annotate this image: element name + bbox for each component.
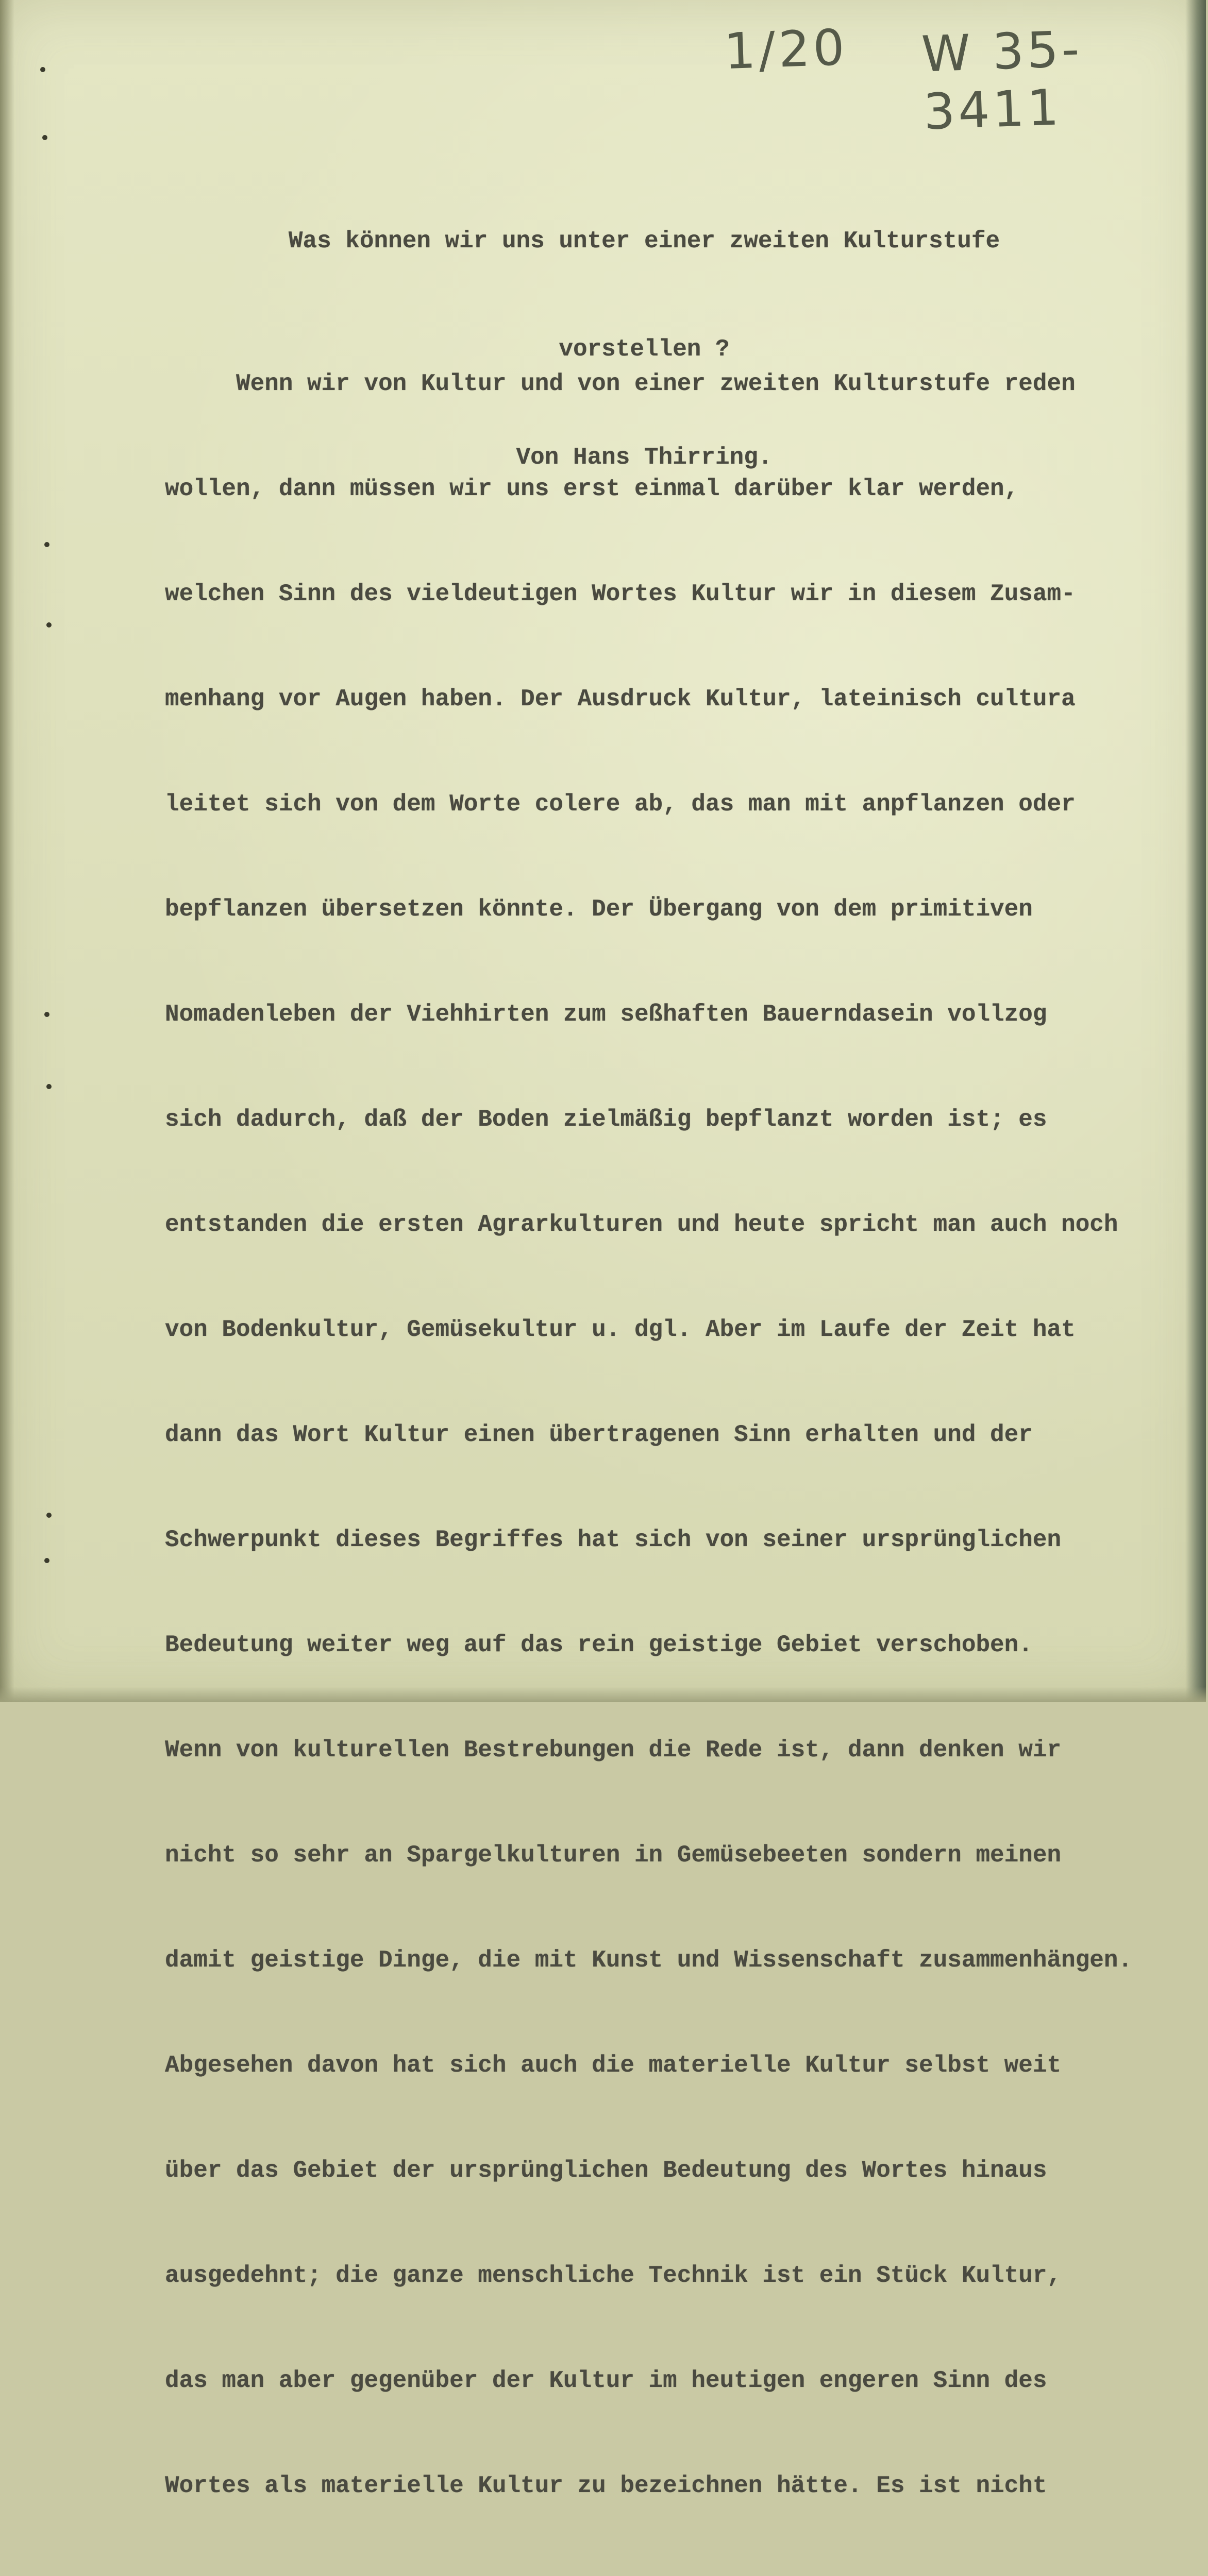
body-line: Schwerpunkt dieses Begriffes hat sich von seiner ursprünglichen [165, 1527, 1062, 1553]
page-shadow-right [1185, 0, 1206, 1702]
body-line [165, 2573, 1175, 2576]
punch-hole [42, 135, 47, 140]
body-line: leitet sich von dem Worte colere ab, das man mit anpflanzen oder [165, 791, 1076, 818]
body-line: menhang vor Augen haben. Der Ausdruck Kultur, lateinisch cultura [165, 686, 1076, 713]
body-line: nicht so sehr an Spargelkulturen in Gemüsebeeten sondern meinen [165, 1842, 1062, 1869]
body-line: bepflanzen übersetzen könnte. Der Übergang von dem primitiven [165, 896, 1033, 923]
body-line: Nomadenleben der Viehhirten zum seßhaften Bauerndasein vollzog [165, 1001, 1047, 1028]
handwritten-folio-number: 1/20 [723, 18, 849, 81]
body-text [165, 296, 1175, 2576]
body-line: über das Gebiet der ursprünglichen Bedeutung des Wortes hinaus [165, 2157, 1047, 2184]
body-line: welchen Sinn des vieldeutigen Wortes Kultur wir in diesem Zusam- [165, 581, 1076, 607]
punch-hole [44, 1558, 49, 1563]
body-line: damit geistige Dinge, die mit Kunst und Wissenschaft zusammenhängen. [165, 1947, 1133, 1974]
body-line: Abgesehen davon hat sich auch die materielle Kultur selbst weit [165, 2052, 1062, 2079]
body-line: von Bodenkultur, Gemüsekultur u. dgl. Aber im Laufe der Zeit hat [165, 1316, 1076, 1343]
body-line: Wenn von kulturellen Bestrebungen die Rede ist, dann denken wir [165, 1737, 1062, 1764]
page-shadow-left [0, 0, 14, 1702]
punch-hole [46, 1513, 52, 1518]
title-line-2: vorstellen ? [559, 336, 730, 363]
punch-hole [40, 67, 45, 72]
body-line: entstanden die ersten Agrarkulturen und heute spricht man auch noch [165, 1211, 1118, 1238]
body-line: dann das Wort Kultur einen übertragenen Sinn erhalten und der [165, 1421, 1033, 1448]
body-line: ausgedehnt; die ganze menschliche Technik ist ein Stück Kultur, [165, 2262, 1062, 2289]
punch-hole [46, 1084, 52, 1089]
body-line: wollen, dann müssen wir uns erst einmal darüber klar werden, [165, 476, 1019, 502]
author-line: Von Hans Thirring. [516, 444, 773, 471]
body-line: Wortes als materielle Kultur zu bezeichnen hätte. Es ist nicht [165, 2472, 1047, 2499]
body-line: Bedeutung weiter weg auf das rein geistige Gebiet verschoben. [165, 1632, 1033, 1658]
body-line: Wenn wir von Kultur und von einer zweiten Kulturstufe reden [165, 370, 1076, 397]
handwritten-archive-signature: W 35-3411 [920, 20, 1084, 141]
punch-hole [46, 622, 52, 628]
title-line-1: Was können wir uns unter einer zweiten Kulturstufe [288, 228, 1000, 255]
punch-hole [44, 1012, 49, 1017]
body-line: sich dadurch, daß der Boden zielmäßig bepflanzt worden ist; es [165, 1106, 1047, 1133]
body-line: das man aber gegenüber der Kultur im heutigen engeren Sinn des [165, 2367, 1047, 2394]
punch-hole [44, 542, 49, 547]
